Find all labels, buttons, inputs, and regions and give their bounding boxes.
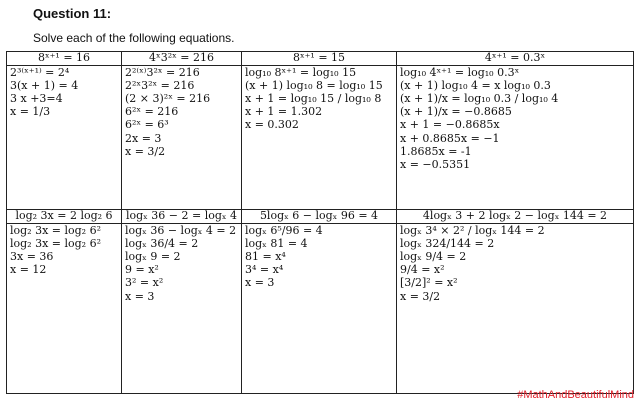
solution-cell bbox=[242, 65, 397, 209]
solution-line: x = 3 bbox=[245, 276, 275, 290]
equation-header: 5logₓ 6 − logₓ 96 = 4 bbox=[242, 209, 397, 223]
solution-line: 2x = 3 bbox=[125, 131, 162, 145]
equation-header: 8ˣ⁺¹ = 16 bbox=[7, 52, 122, 66]
solution-cell bbox=[122, 223, 242, 393]
equation-header: 4ˣ⁺¹ = 0.3ˣ bbox=[397, 52, 634, 66]
solution-line: [3/2]² = x² bbox=[400, 276, 458, 290]
solution-cell bbox=[397, 65, 634, 209]
solution-line: 3 x +3=4 bbox=[10, 92, 63, 106]
solution-line: x = 1/3 bbox=[10, 105, 51, 119]
solution-line: logₓ 6⁵/96 = 4 bbox=[245, 223, 323, 237]
solution-line: 3(x + 1) = 4 bbox=[10, 78, 79, 92]
solution-line: log₂ 3x = log₂ 6² bbox=[10, 236, 101, 250]
solution-row-2 bbox=[7, 223, 634, 393]
solution-line: 3² = x² bbox=[125, 276, 164, 290]
solution-line: logₓ 324/144 = 2 bbox=[400, 236, 495, 250]
solution-row-1 bbox=[7, 65, 634, 209]
equation-header: 4logₓ 3 + 2 logₓ 2 − logₓ 144 = 2 bbox=[397, 209, 634, 223]
solution-line: 6²ˣ = 6³ bbox=[125, 118, 169, 132]
solution-line: 3x = 36 bbox=[10, 250, 54, 264]
solution-cell bbox=[122, 65, 242, 209]
solution-line: log₁₀ 4ˣ⁺¹ = log₁₀ 0.3ˣ bbox=[400, 65, 520, 79]
solution-line: x = −0.5351 bbox=[400, 157, 471, 171]
solution-line: 3⁴ = x⁴ bbox=[245, 263, 284, 277]
solution-line: logₓ 9 = 2 bbox=[125, 250, 181, 264]
solution-line: x = 0.302 bbox=[245, 118, 299, 132]
solution-line: logₓ 36/4 = 2 bbox=[125, 236, 199, 250]
solution-line: 2²ˣ3²ˣ = 216 bbox=[125, 78, 195, 92]
solution-line: 2²⁽ˣ⁾3²ˣ = 216 bbox=[125, 65, 200, 79]
solution-line: x = 3/2 bbox=[125, 144, 166, 158]
solution-line: 81 = x⁴ bbox=[245, 250, 286, 264]
solution-line: (x + 1) log₁₀ 4 = x log₁₀ 0.3 bbox=[400, 78, 551, 92]
solution-line: log₁₀ 8ˣ⁺¹ = log₁₀ 15 bbox=[245, 65, 357, 79]
solution-line: logₓ 36 − logₓ 4 = 2 bbox=[125, 223, 237, 237]
solution-line: x + 1 = 1.302 bbox=[245, 105, 323, 119]
solution-line: x = 3/2 bbox=[400, 289, 441, 303]
solution-line: 6²ˣ = 216 bbox=[125, 105, 179, 119]
solution-cell bbox=[397, 223, 634, 393]
solution-line: x + 1 = log₁₀ 15 / log₁₀ 8 bbox=[245, 92, 382, 106]
equation-header: logₓ 36 − 2 = logₓ 4 bbox=[122, 209, 242, 223]
solution-line: (x + 1)/x = −0.8685 bbox=[400, 105, 512, 119]
solution-line: (x + 1)/x = log₁₀ 0.3 / log₁₀ 4 bbox=[400, 92, 559, 106]
question-title: Question 11: bbox=[33, 6, 112, 21]
header-row-1 bbox=[7, 52, 634, 66]
solution-line: logₓ 81 = 4 bbox=[245, 236, 308, 250]
solution-line: 9/4 = x² bbox=[400, 263, 445, 277]
header-row-2 bbox=[7, 209, 634, 223]
solution-line: (2 × 3)²ˣ = 216 bbox=[125, 92, 211, 106]
solution-line: log₂ 3x = log₂ 6² bbox=[10, 223, 101, 237]
solution-line: x = 12 bbox=[10, 263, 47, 277]
equation-header: 4ˣ3²ˣ = 216 bbox=[122, 52, 242, 66]
solution-cell bbox=[7, 223, 122, 393]
solution-line: logₓ 9/4 = 2 bbox=[400, 250, 467, 264]
solution-line: x = 3 bbox=[125, 289, 155, 303]
solution-line: 2³⁽ˣ⁺¹⁾ = 2⁴ bbox=[10, 65, 70, 79]
instruction-text: Solve each of the following equations. bbox=[33, 31, 235, 45]
solution-line: logₓ 3⁴ × 2² / logₓ 144 = 2 bbox=[400, 223, 545, 237]
solution-cell bbox=[242, 223, 397, 393]
solution-line: x + 1 = −0.8685x bbox=[400, 118, 500, 132]
equation-header: log₂ 3x = 2 log₂ 6 bbox=[7, 209, 122, 223]
solution-cell bbox=[7, 65, 122, 209]
equation-header: 8ˣ⁺¹ = 15 bbox=[242, 52, 397, 66]
solution-line: 9 = x² bbox=[125, 263, 159, 277]
equations-table bbox=[6, 51, 634, 394]
watermark-text: #MathAndBeautifulMind bbox=[517, 389, 634, 401]
solution-line: x + 0.8685x = −1 bbox=[400, 131, 500, 145]
solution-line: 1.8685x = -1 bbox=[400, 144, 472, 158]
solution-line: (x + 1) log₁₀ 8 = log₁₀ 15 bbox=[245, 78, 383, 92]
